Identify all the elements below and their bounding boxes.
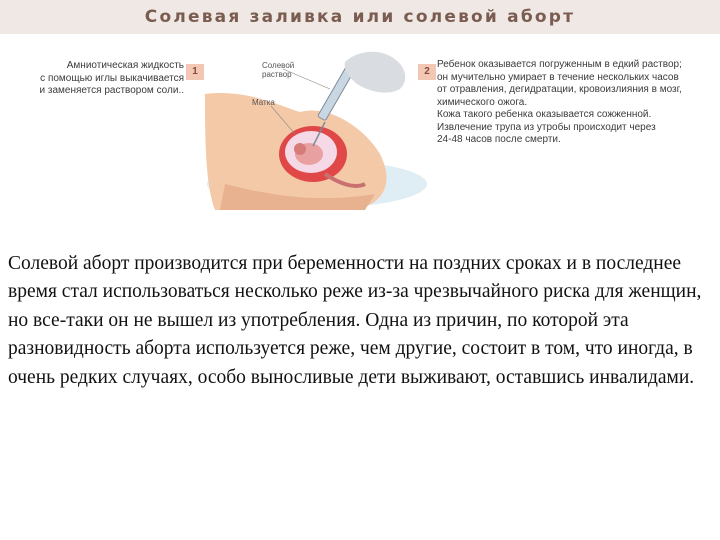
caption-step-2: Ребенок оказывается погруженным в едкий раствор; он мучительно умирает в течение нескольких часов от отравления, дегидратации, кровоизлияния в мозг, химического ожога. Кожа такого ребенка оказывается сожженной. Извлечение трупа из утробы происходит через 24-48 часов после смерти. xyxy=(437,59,682,145)
gloved-hand xyxy=(345,52,406,93)
label-saline-solution: Солевой раствор xyxy=(262,61,295,79)
page-title: Солевая заливка или солевой аборт xyxy=(144,7,576,27)
label-uterus: Матка xyxy=(252,98,275,107)
step-2-badge: 2 xyxy=(418,64,436,80)
caption-step-1: Амниотическая жидкость с помощью иглы выкачивается и заменяется раствором соли.. xyxy=(39,60,184,96)
body-paragraph: Солевой аборт производится при беременности на поздних сроках и в последнее время стал использоваться несколько реже из-за чрезвычайного риска для женщин, но все-таки он не вышел из употребления. Одна из причин, по которой эта разновидность аборта используется реже, чем другие, состоит в том, что иногда, в очень редких случаях, особо выносливые дети выживают, оставшись инвалидами. xyxy=(8,253,702,388)
title-banner xyxy=(0,0,720,34)
fetus-head xyxy=(294,143,306,155)
abortion-illustration xyxy=(205,34,430,210)
step-1-badge: 1 xyxy=(186,64,204,80)
